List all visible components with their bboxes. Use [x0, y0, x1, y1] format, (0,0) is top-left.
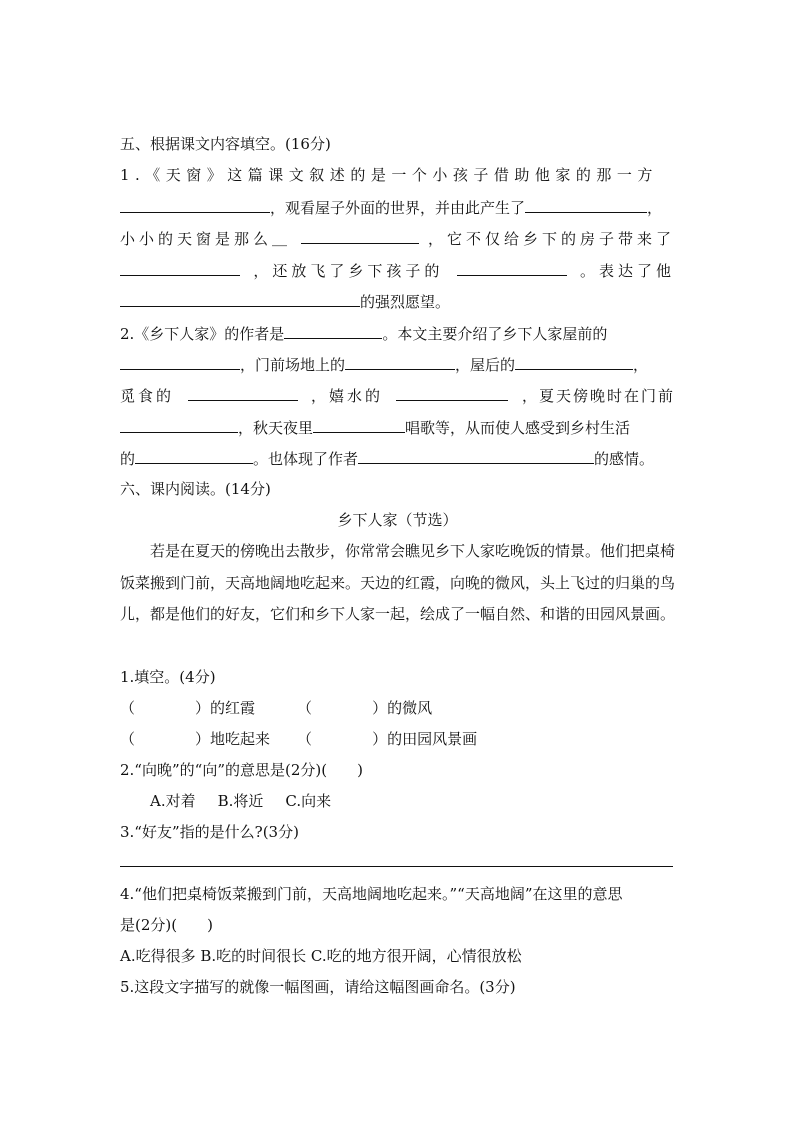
- blank[interactable]: [345, 353, 455, 370]
- q1-text-b1: ，观看屋子外面的世界，并由此产生了: [270, 199, 526, 217]
- q1-text-e1: 的强烈愿望。: [360, 293, 451, 311]
- blank[interactable]: [457, 259, 567, 276]
- s6-q1-row1: [120, 697, 675, 719]
- s6-q1-text-3: 地吃起来: [210, 730, 271, 748]
- q2-text-c2: ，嬉水的: [310, 387, 383, 405]
- q1-text-b2: ，: [647, 199, 663, 217]
- q1-text-d2: 。表达了他: [579, 262, 675, 280]
- q2-text-c1: 觅食的: [120, 387, 175, 405]
- s6-q5-label: 5.这段文字描写的就像一幅图画，请给这幅图画命名。(3分): [120, 978, 516, 996]
- s6-q2-options: [120, 790, 705, 812]
- q1-line-b: [120, 196, 675, 219]
- blank[interactable]: [120, 196, 270, 213]
- s6-q4-label-2: 是(2分)( ): [120, 916, 213, 934]
- blank[interactable]: [120, 290, 360, 307]
- paren-open: （: [297, 730, 313, 748]
- paren-open: （: [297, 699, 313, 717]
- blank[interactable]: [525, 196, 647, 213]
- q2-line-d: [120, 416, 675, 439]
- q1-text-d1: ，还放飞了乡下孩子的: [253, 262, 444, 280]
- blank[interactable]: [120, 353, 240, 370]
- blank[interactable]: [358, 447, 594, 464]
- paren-close: ）: [195, 730, 211, 748]
- blank[interactable]: [120, 259, 240, 276]
- paren-open: （: [120, 699, 136, 717]
- paren-close: ）: [195, 699, 211, 717]
- s6-q1-text-2: 的微风: [387, 699, 433, 717]
- q1-text-a: 1.《天窗》这篇课文叙述的是一个小孩子借助他家的那一方: [120, 166, 658, 184]
- q1-line-a: [120, 164, 675, 186]
- q2-text-e3: 的感情。: [594, 450, 655, 468]
- paren-close: ）: [372, 699, 388, 717]
- s6-q3-label: 3.“好友”指的是什么?(3分): [120, 823, 299, 841]
- blank[interactable]: [396, 384, 508, 401]
- passage-title: 乡下人家（节选）: [337, 511, 458, 529]
- answer-line[interactable]: [120, 866, 673, 867]
- q1-text-c1: 小小的天窗是那么＿: [120, 230, 292, 248]
- blank[interactable]: [135, 447, 253, 464]
- blank[interactable]: [301, 227, 419, 244]
- blank[interactable]: [135, 697, 195, 713]
- q2-line-c: [120, 384, 675, 407]
- s6-q1-label: 1.填空。(4分): [120, 668, 216, 686]
- blank[interactable]: [188, 384, 298, 401]
- q1-line-e: [120, 290, 675, 313]
- s6-q2-label: 2.“向晚”的“向”的意思是(2分)( ): [120, 761, 363, 779]
- q2-line-e: [120, 447, 675, 470]
- option-a[interactable]: A.对着: [150, 792, 196, 810]
- s6-q4-label-1: 4.“他们把桌椅饭菜搬到门前，天高地阔地吃起来。”“天高地阔”在这里的意思: [120, 885, 623, 903]
- q1-line-d: [120, 259, 675, 282]
- blank[interactable]: [312, 728, 372, 744]
- q2-text-e1: 的: [120, 450, 136, 468]
- blank[interactable]: [312, 697, 372, 713]
- q2-text-b1: ，门前场地上的: [240, 356, 346, 374]
- q2-text-d2: 唱歌等，从而使人感受到乡村生活: [405, 419, 631, 437]
- q2-line-b: [120, 353, 675, 376]
- blank[interactable]: [284, 322, 382, 339]
- passage-text: 若是在夏天的傍晚出去散步，你常常会瞧见乡下人家吃晚饭的情景。他们把桌椅饭菜搬到门前，天高地阔地吃起来。天边的红霞，向晚的微风，头上飞过的归巢的鸟儿，都是他们的好友，它们和乡下人家一起，绘成了一幅自然、和谐的田园风景画。: [120, 542, 676, 623]
- q2-text-b3: ，: [633, 356, 649, 374]
- s6-q1-text-1: 的红霞: [210, 699, 256, 717]
- blank[interactable]: [515, 353, 633, 370]
- paren-open: （: [120, 730, 136, 748]
- q2-text-d1: ，秋天夜里: [238, 419, 314, 437]
- s6-q1-row2: [120, 728, 675, 750]
- section-five-heading: 五、根据课文内容填空。(16分): [120, 135, 331, 153]
- blank[interactable]: [120, 416, 238, 433]
- option-b[interactable]: B.将近: [217, 792, 264, 810]
- section-six-heading: 六、课内阅读。(14分): [120, 480, 271, 498]
- s6-q4-options: A.吃得很多 B.吃的时间很长 C.吃的地方很开阔，心情很放松: [120, 947, 522, 965]
- q2-text-a2: 。本文主要介绍了乡下人家屋前的: [382, 325, 608, 343]
- q2-text-c3: ，夏天傍晚时在门前: [521, 387, 675, 405]
- q1-text-c2: ，它不仅给乡下的房子带来了: [427, 230, 675, 248]
- q2-text-b2: ，屋后的: [455, 356, 516, 374]
- q2-line-a: [120, 322, 675, 345]
- q1-line-c: [120, 227, 675, 250]
- paren-close: ）: [372, 730, 388, 748]
- q2-text-e2: 。也体现了作者: [253, 450, 359, 468]
- option-c[interactable]: C.向来: [285, 792, 332, 810]
- q2-text-a1: 2.《乡下人家》的作者是: [120, 325, 285, 343]
- blank[interactable]: [313, 416, 405, 433]
- s6-q1-text-4: 的田园风景画: [387, 730, 478, 748]
- blank[interactable]: [135, 728, 195, 744]
